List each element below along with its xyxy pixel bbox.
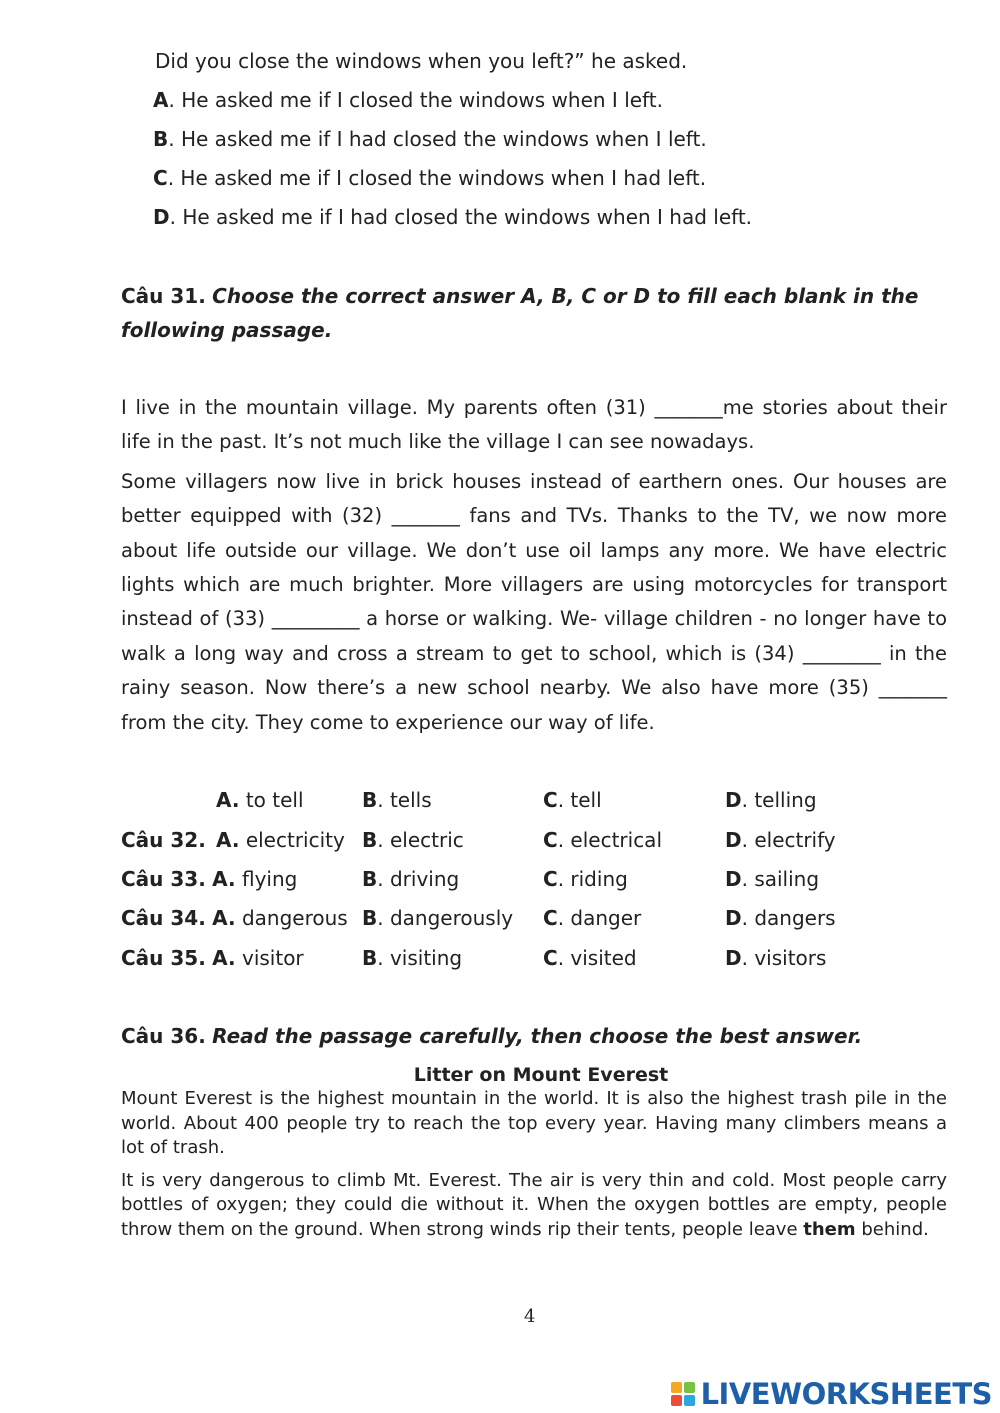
liveworksheets-brand-text: LIVEWORKSHEETS bbox=[700, 1377, 992, 1411]
reading-paragraph-1: Mount Everest is the highest mountain in the world. It is also the highest trash pile in the world. About 400 people try to reach the top every year. Having many climbers means a lot of trash. bbox=[121, 1088, 947, 1158]
q30-option-b: B. He asked me if I had closed the windows when I left. bbox=[153, 127, 707, 151]
answer-row-35: Câu 35. A. visitor B. visiting C. visited D. visitors bbox=[121, 946, 827, 970]
q36-label: Câu 36. bbox=[121, 1024, 206, 1048]
page-number: 4 bbox=[524, 1306, 536, 1327]
q30-option-d: D. He asked me if I had closed the windows when I had left. bbox=[153, 205, 753, 229]
q30-option-c: C. He asked me if I closed the windows when I had left. bbox=[153, 166, 707, 190]
answer-row-34: Câu 34. A. dangerous B. dangerously C. danger D. dangers bbox=[121, 906, 836, 930]
q30-prompt: Did you close the windows when you left?” he asked. bbox=[155, 49, 688, 73]
answer-row-33: Câu 33. A. flying B. driving C. riding D. sailing bbox=[121, 867, 820, 891]
liveworksheets-logo[interactable] bbox=[671, 1377, 992, 1411]
answer-row-32: Câu 32. A. electricity B. electric C. electrical D. electrify bbox=[121, 828, 836, 852]
q36-instruction: Read the passage carefully, then choose the best answer. bbox=[212, 1024, 863, 1048]
q30-option-a: A. He asked me if I closed the windows when I left. bbox=[153, 88, 663, 112]
reading-paragraph-2: It is very dangerous to climb Mt. Everest. The air is very thin and cold. Most people carry bottles of oxygen; they could die without it. When the oxygen bottles are empty, people throw them on the ground. When strong winds rip their tents, people leave them behind. bbox=[121, 1169, 947, 1240]
q36-heading bbox=[121, 1019, 951, 1053]
q31-label: Câu 31. bbox=[121, 284, 206, 308]
q31-heading bbox=[121, 279, 951, 347]
reading-passage bbox=[121, 1087, 947, 1250]
passage-paragraph-2: Some villagers now live in brick houses instead of earthern ones. Our houses are better equipped with (32) _______ fans and TVs. Thanks to the TV, we now more about life outside our village. We don’t use oil lamps any more. We have electric lights which are much brighter. More villagers are using motorcycles for transport instead of (33) _________ a horse or walking. We- village children - no longer have to walk a long way and cross a stream to get to school, which is (34) ________ in the rainy season. Now there’s a new school nearby. We also have more (35) _______ from the city. They come to experience our way of life. bbox=[121, 469, 947, 734]
q31-instruction: Choose the correct answer A, B, C or D to fill each blank in the following passage. bbox=[121, 284, 919, 342]
passage-paragraph-1: I live in the mountain village. My parents often (31) _______me stories about their life in the past. It’s not much like the village I can see nowadays. bbox=[121, 396, 947, 454]
liveworksheets-logo-icon bbox=[671, 1382, 695, 1406]
q31-passage bbox=[121, 391, 947, 740]
reading-title: Litter on Mount Everest bbox=[413, 1064, 669, 1086]
answer-row-31: A. to tell B. tells C. tell D. telling bbox=[216, 788, 817, 812]
